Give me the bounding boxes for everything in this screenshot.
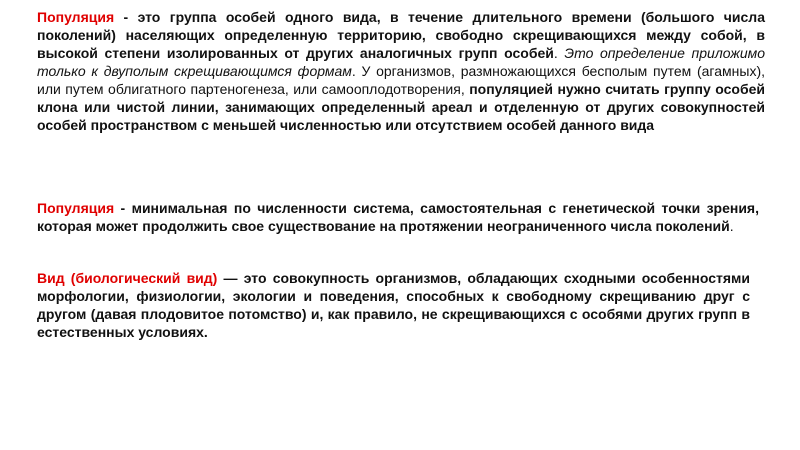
species-definition: — это совокупность организмов, обладающих сходными особенностями морфологии, физиологии, экологии и поведения, способных к свободному скрещиванию друг с другом (давая плодовитое потомство) и, как правило, не скрещивающихся с особями других групп в естественных условиях. xyxy=(37,270,750,340)
population-definition: - это группа особей одного вида, в течение длительного времени (большого числа поколений) населяющих определенную территорию, свободно скрещивающихся между собой, в высокой степени изолированных от других аналогичных групп особей xyxy=(37,9,765,61)
population-minimal-definition: - минимальная по численности система, самостоятельная с генетической точки зрения, которая может продолжить свое существование на протяжении неограниченного числа поколений xyxy=(37,200,759,234)
population-term-2: Популяция xyxy=(37,200,115,216)
population-definition-paragraph xyxy=(37,8,765,134)
species-term: Вид (биологический вид) xyxy=(37,270,218,286)
population-minimal-system-paragraph xyxy=(37,199,759,235)
italic-note: Это определение приложимо только к двуполым скрещивающимся формам xyxy=(37,45,765,79)
asexual-organisms-text: У организмов, размножающихся бесполым путем (агамных), или путем облигатного партеногенеза, или самооплодотворения, xyxy=(37,63,765,97)
population-term: Популяция xyxy=(37,9,115,25)
clone-population-text: популяцией нужно считать группу особей клона или чистой линии, занимающих определенный ареал и отделенную от других совокупностей особей пространством с меньшей численностью или отсутствием особей данного вида xyxy=(37,81,765,133)
species-definition-paragraph xyxy=(37,269,750,341)
sentence-dot-2: . xyxy=(351,63,356,79)
paragraph-end-dot: . xyxy=(729,218,734,234)
sentence-dot: . xyxy=(553,45,565,61)
